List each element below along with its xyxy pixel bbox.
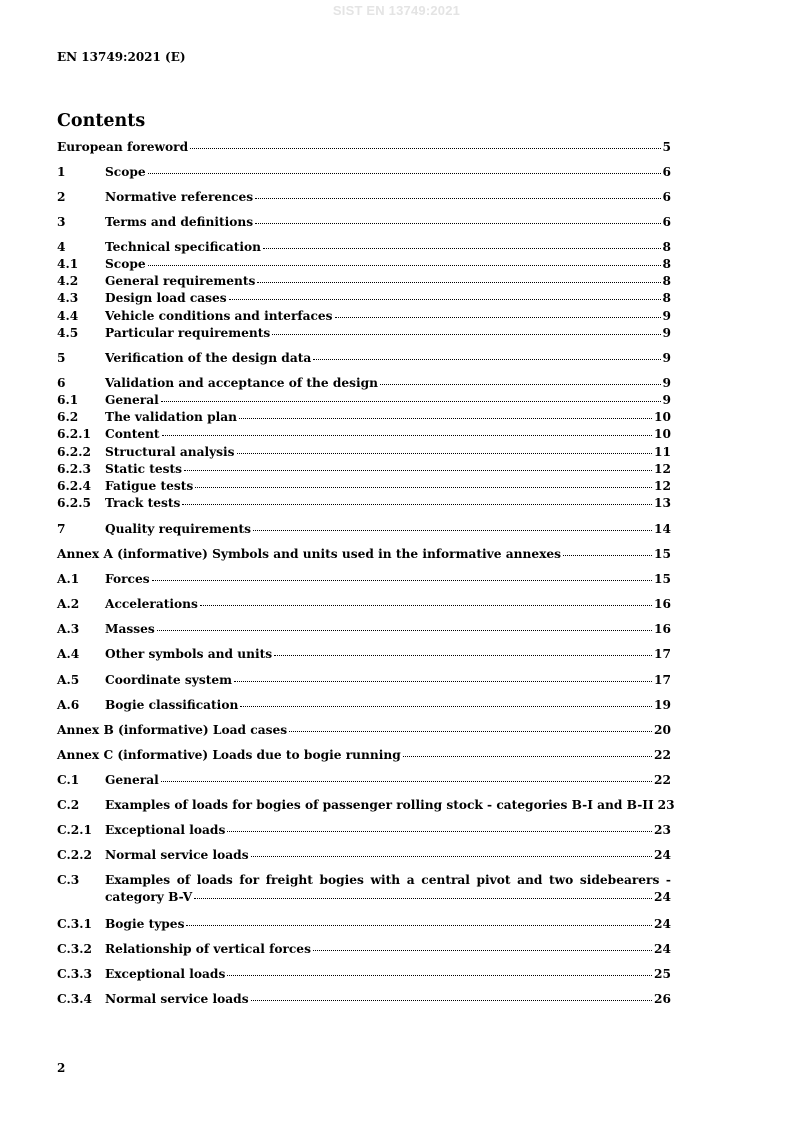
toc-leader-dots xyxy=(161,401,661,402)
toc-entry-page: 22 xyxy=(654,773,671,787)
toc-entry-title-continued: category B-V xyxy=(105,890,193,904)
toc-entry-page: 6 xyxy=(662,165,671,179)
toc-entry-page: 12 xyxy=(654,479,671,493)
toc-leader-dots xyxy=(563,555,652,556)
toc-entry-page: 14 xyxy=(654,522,671,536)
contents-heading: Contents xyxy=(57,111,146,131)
toc-entry[interactable] xyxy=(57,256,671,273)
toc-entry-page: 23 xyxy=(654,823,671,837)
toc-entry[interactable] xyxy=(57,478,671,495)
toc-entry-number: 4.3 xyxy=(57,291,79,305)
toc-entry[interactable] xyxy=(57,916,671,933)
toc-leader-dots xyxy=(335,317,661,318)
toc-entry-title: Accelerations xyxy=(105,597,198,611)
toc-entry[interactable] xyxy=(57,325,671,342)
toc-entry-number: 6.2.1 xyxy=(57,427,91,441)
toc-entry-page: 20 xyxy=(654,723,671,737)
toc-entry-title: Verification of the design data xyxy=(105,351,312,365)
toc-entry-page: 24 xyxy=(654,890,671,904)
toc-entry-number: C.2.2 xyxy=(57,848,92,862)
toc-entry-title: Other symbols and units xyxy=(105,647,273,661)
toc-entry-number: 4.2 xyxy=(57,274,79,288)
toc-entry[interactable] xyxy=(57,722,671,739)
toc-entry-title: Annex C (informative) Loads due to bogie running xyxy=(57,748,401,762)
toc-entry[interactable] xyxy=(57,426,671,443)
toc-leader-dots xyxy=(200,605,652,606)
toc-entry[interactable] xyxy=(57,409,671,426)
toc-entry-title: Vehicle conditions and interfaces xyxy=(105,309,333,323)
toc-entry[interactable] xyxy=(57,847,671,864)
toc-entry-page: 8 xyxy=(662,291,671,305)
toc-entry-title: Validation and acceptance of the design xyxy=(105,376,378,390)
toc-entry-number: 4.4 xyxy=(57,309,79,323)
toc-entry[interactable] xyxy=(57,672,671,689)
toc-leader-dots xyxy=(234,681,652,682)
toc-leader-dots xyxy=(152,580,652,581)
toc-entry-page: 12 xyxy=(654,462,671,476)
toc-entry-number: 6.2.3 xyxy=(57,462,91,476)
toc-entry[interactable] xyxy=(57,872,671,906)
toc-entry-page: 6 xyxy=(662,190,671,204)
toc-entry-page: 17 xyxy=(654,673,671,687)
toc-leader-dots xyxy=(157,630,652,631)
toc-entry-number: A.2 xyxy=(57,597,80,611)
toc-entry[interactable] xyxy=(57,822,671,839)
toc-entry-number: C.1 xyxy=(57,773,80,787)
toc-entry[interactable] xyxy=(57,941,671,958)
toc-leader-dots xyxy=(184,470,652,471)
toc-entry-page: 9 xyxy=(662,393,671,407)
toc-entry[interactable] xyxy=(57,596,671,613)
toc-entry[interactable] xyxy=(57,646,671,663)
toc-entry[interactable] xyxy=(57,392,671,409)
toc-leader-dots xyxy=(274,655,652,656)
toc-entry-number: C.3.4 xyxy=(57,992,92,1006)
toc-entry-page: 11 xyxy=(654,445,671,459)
toc-entry-page: 9 xyxy=(662,309,671,323)
document-id: EN 13749:2021 (E) xyxy=(57,50,186,64)
toc-entry-title: Structural analysis xyxy=(105,445,235,459)
toc-entry-title: Scope xyxy=(105,257,146,271)
toc-entry-page: 23 xyxy=(657,798,675,812)
toc-entry-page: 9 xyxy=(662,351,671,365)
toc-entry[interactable] xyxy=(57,621,671,638)
toc-leader-dots xyxy=(257,282,660,283)
toc-leader-dots xyxy=(227,831,652,832)
toc-entry[interactable] xyxy=(57,521,671,538)
toc-leader-dots xyxy=(253,530,652,531)
toc-entry-page: 26 xyxy=(654,992,671,1006)
toc-entry-number: 4.5 xyxy=(57,326,79,340)
toc-entry-page: 17 xyxy=(654,647,671,661)
toc-entry-title: Exceptional loads xyxy=(105,967,226,981)
toc-entry[interactable] xyxy=(57,697,671,714)
toc-leader-dots xyxy=(190,148,660,149)
toc-entry-page: 6 xyxy=(662,215,671,229)
toc-leader-dots xyxy=(239,418,652,419)
toc-entry-number: A.4 xyxy=(57,647,80,661)
toc-leader-dots xyxy=(380,384,661,385)
toc-entry-page: 13 xyxy=(654,496,671,510)
toc-leader-dots xyxy=(194,898,652,899)
toc-entry-page: 8 xyxy=(662,240,671,254)
toc-leader-dots xyxy=(229,299,661,300)
toc-entry[interactable] xyxy=(57,966,671,983)
toc-entry-title: Particular requirements xyxy=(105,326,271,340)
toc-leader-dots xyxy=(148,173,661,174)
toc-entry-number: A.6 xyxy=(57,698,80,712)
toc-entry-number: 4 xyxy=(57,240,66,254)
toc-entry-title: Static tests xyxy=(105,462,182,476)
toc-entry[interactable] xyxy=(57,747,671,764)
toc-leader-dots xyxy=(195,487,652,488)
toc-entry-number: 6.2.5 xyxy=(57,496,91,510)
toc-entry[interactable] xyxy=(57,290,671,307)
toc-entry-number: C.2 xyxy=(57,798,80,812)
toc-entry-title: Normal service loads xyxy=(105,848,249,862)
toc-entry-title: Forces xyxy=(105,572,150,586)
toc-entry[interactable] xyxy=(57,273,671,290)
page-number: 2 xyxy=(57,1061,66,1075)
toc-entry-number: 2 xyxy=(57,190,66,204)
toc-entry-title: Examples of loads for bogies of passenger rolling stock - categories B-I and B-II xyxy=(105,798,654,812)
toc-entry-title: Annex B (informative) Load cases xyxy=(57,723,288,737)
toc-entry-page: 22 xyxy=(654,748,671,762)
toc-entry-page: 5 xyxy=(662,140,671,154)
toc-entry-title: Examples of loads for freight bogies with a central pivot and two sidebearers - xyxy=(105,873,671,887)
toc-leader-dots xyxy=(272,334,660,335)
toc-entry-title: Terms and definitions xyxy=(105,215,254,229)
toc-entry[interactable] xyxy=(57,797,675,814)
toc-leader-dots xyxy=(251,856,652,857)
toc-entry[interactable] xyxy=(57,571,671,588)
toc-entry-number: C.2.1 xyxy=(57,823,92,837)
toc-entry[interactable] xyxy=(57,164,671,181)
toc-leader-dots xyxy=(313,950,652,951)
toc-entry-number: A.1 xyxy=(57,572,80,586)
toc-entry-title: Scope xyxy=(105,165,146,179)
toc-entry-page: 24 xyxy=(654,917,671,931)
toc-leader-dots xyxy=(289,731,652,732)
toc-entry-title: General xyxy=(105,393,159,407)
toc-entry-title: Bogie classification xyxy=(105,698,239,712)
toc-leader-dots xyxy=(255,223,660,224)
toc-entry-page: 9 xyxy=(662,376,671,390)
toc-entry-number: 4.1 xyxy=(57,257,79,271)
toc-leader-dots xyxy=(237,453,652,454)
toc-leader-dots xyxy=(186,925,652,926)
toc-entry-title: Technical specification xyxy=(105,240,262,254)
toc-leader-dots xyxy=(182,504,652,505)
toc-entry-title: Normal service loads xyxy=(105,992,249,1006)
toc-leader-dots xyxy=(255,198,660,199)
toc-entry-page: 8 xyxy=(662,257,671,271)
toc-entry-number: 3 xyxy=(57,215,66,229)
toc-leader-dots xyxy=(313,359,660,360)
toc-entry-title: Annex A (informative) Symbols and units used in the informative annexes xyxy=(57,547,561,561)
toc-entry-page: 10 xyxy=(654,410,671,424)
toc-leader-dots xyxy=(240,706,652,707)
toc-entry-title: Fatigue tests xyxy=(105,479,194,493)
toc-leader-dots xyxy=(263,248,661,249)
toc-entry-title: Bogie types xyxy=(105,917,185,931)
toc-entry[interactable] xyxy=(57,461,671,478)
toc-entry-title: Quality requirements xyxy=(105,522,251,536)
toc-entry-page: 16 xyxy=(654,597,671,611)
toc-leader-dots xyxy=(227,975,652,976)
toc-entry-number: 6.2.2 xyxy=(57,445,91,459)
toc-entry-number: 6.1 xyxy=(57,393,79,407)
toc-entry-number: C.3.2 xyxy=(57,942,92,956)
toc-entry-title: Design load cases xyxy=(105,291,227,305)
toc-entry[interactable] xyxy=(57,308,671,325)
toc-leader-dots xyxy=(251,1000,652,1001)
toc-entry-title: General requirements xyxy=(105,274,256,288)
toc-entry[interactable] xyxy=(57,139,671,156)
toc-entry-number: A.3 xyxy=(57,622,80,636)
toc-entry[interactable] xyxy=(57,546,671,563)
toc-entry-page: 9 xyxy=(662,326,671,340)
toc-entry-page: 16 xyxy=(654,622,671,636)
watermark: SIST EN 13749:2021 xyxy=(332,3,461,18)
toc-entry-number: 5 xyxy=(57,351,66,365)
toc-entry-page: 15 xyxy=(654,547,671,561)
toc-leader-dots xyxy=(403,756,652,757)
toc-entry-number: 1 xyxy=(57,165,66,179)
toc-entry-title: European foreword xyxy=(57,140,189,154)
toc-entry[interactable] xyxy=(57,495,671,512)
toc-entry-title: Masses xyxy=(105,622,155,636)
toc-entry-title: Relationship of vertical forces xyxy=(105,942,311,956)
toc-entry-title: Normative references xyxy=(105,190,254,204)
toc-entry-number: C.3.3 xyxy=(57,967,92,981)
toc-entry[interactable] xyxy=(57,375,671,392)
toc-entry-page: 19 xyxy=(654,698,671,712)
toc-entry-title: Coordinate system xyxy=(105,673,232,687)
toc-entry-page: 15 xyxy=(654,572,671,586)
toc-entry[interactable] xyxy=(57,991,671,1008)
toc-entry[interactable] xyxy=(57,350,671,367)
toc-entry-page: 10 xyxy=(654,427,671,441)
toc-entry-number: C.3 xyxy=(57,873,80,887)
toc-leader-dots xyxy=(161,781,652,782)
toc-entry-page: 8 xyxy=(662,274,671,288)
toc-entry-title: General xyxy=(105,773,159,787)
toc-entry-page: 24 xyxy=(654,848,671,862)
toc-entry-title: Exceptional loads xyxy=(105,823,226,837)
toc-entry-number: 6 xyxy=(57,376,66,390)
toc-entry[interactable] xyxy=(57,444,671,461)
toc-entry-page: 25 xyxy=(654,967,671,981)
toc-entry[interactable] xyxy=(57,239,671,256)
toc-entry-number: A.5 xyxy=(57,673,80,687)
toc-leader-dots xyxy=(148,265,661,266)
toc-leader-dots xyxy=(162,435,652,436)
toc-entry-page: 24 xyxy=(654,942,671,956)
toc-entry-title: Content xyxy=(105,427,160,441)
toc-entry[interactable] xyxy=(57,189,671,206)
toc-entry-number: 6.2 xyxy=(57,410,79,424)
toc-entry[interactable] xyxy=(57,772,671,789)
toc-entry-number: 6.2.4 xyxy=(57,479,91,493)
toc-entry-title: Track tests xyxy=(105,496,181,510)
toc-entry-number: 7 xyxy=(57,522,66,536)
toc-entry-title: The validation plan xyxy=(105,410,237,424)
toc-entry-number: C.3.1 xyxy=(57,917,92,931)
toc-entry[interactable] xyxy=(57,214,671,231)
